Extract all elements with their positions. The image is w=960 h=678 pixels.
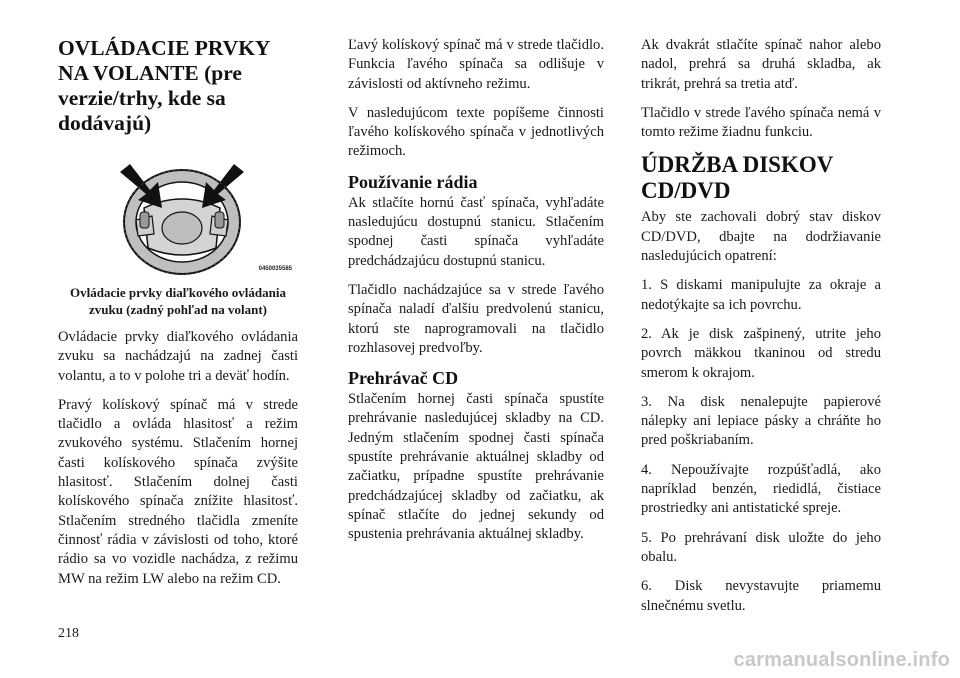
figure-code: 0450035585 [258,266,292,272]
steering-wheel-illustration [58,150,298,278]
subheading-radio: Používanie rádia [348,171,478,192]
paragraph: Tlačidlo nachádzajúce sa v strede ľavého spínača naladí ďalšiu predvolenú stanicu, ktorú ste naprogramovali na tlačidlo rozhlasovej predvoľby. [348,281,604,356]
list-item: 1. S diskami manipulujte za okraje a nedotýkajte sa ich povrchu. [641,277,881,313]
list-item: 2. Ak je disk zašpinený, utrite jeho povrch mäkkou tkaninou od stredu smerom k okrajom. [641,325,881,381]
subheading-cd-player: Prehrávač CD [348,368,459,389]
paragraph: Tlačidlo v strede ľavého spínača nemá v tomto režime žiadnu funkciu. [641,104,881,141]
figure-caption: Ovládacie prvky diaľkového ovládania zvuku (zadný pohľad na volant) [70,285,286,317]
page-number: 218 [58,626,79,641]
paragraph: V nasledujúcom texte popíšeme činnosti ľavého kolískového spínača v jednotlivých režimoch. [348,104,604,160]
paragraph: Ak stlačíte hornú časť spínača, vyhľadáte nasledujúcu dostupnú stanicu. Stlačením spodnej časti spínača vyhľadáte predchádzajúcu dostupnú stanicu. [348,194,604,269]
section-title-disc-care: ÚDRŽBA DISKOV CD/DVD [641,152,833,204]
list-item: 4. Nepoužívajte rozpúšťadlá, ako napríklad benzén, riedidlá, čistiace prostriedky ani antistatické spreje. [641,461,881,517]
paragraph: Ak dvakrát stlačíte spínač nahor alebo nadol, prehrá sa druhá skladba, ak trikrát, prehrá sa tretia atď. [641,37,881,92]
steering-wheel-figure [58,150,298,278]
watermark: carmanualsonline.info [733,649,950,671]
list-item: 5. Po prehrávaní disk uložte do jeho obalu. [641,529,881,565]
left-column [58,36,298,599]
section-title-steering-controls: OVLÁDACIE PRVKY NA VOLANTE (pre verzie/trhy, kde sa dodávajú) [58,36,270,135]
middle-column [348,36,604,555]
paragraph: Ľavý kolískový spínač má v strede tlačidlo. Funkcia ľavého spínača sa odlišuje v závislosti od aktívneho režimu. [348,37,604,92]
paragraph: Ovládacie prvky diaľkového ovládania zvuku sa nachádzajú na zadnej časti volantu, a to v polohe tri a deväť hodín. [58,329,298,384]
paragraph: Aby ste zachovali dobrý stav diskov CD/DVD, dbajte na dodržiavanie nasledujúcich opatrení: [641,209,881,265]
paragraph: Stlačením hornej časti spínača spustíte prehrávanie nasledujúcej skladby na CD. Jedným stlačením spodnej časti spínača spustíte prehrávanie aktuálnej skladby od začiatku, prípadne spustíte prehrávanie predchádzajúcej skladby od začiatku, ak spínač stlačíte do jednej sekundy od spustenia prehrávania aktuálnej skladby. [348,391,604,543]
right-column [641,36,881,626]
list-item: 6. Disk nevystavujte priamemu slnečnému svetlu. [641,578,881,614]
paragraph: Pravý kolískový spínač má v strede tlačidlo a ovláda hlasitosť a režim zvukového systému. Stlačením hornej časti kolískového spínača zvýšite hlasitosť. Stlačením dolnej časti kolískového spínača znížite hlasitosť. Stlačením stredného tlačidla zmeníte činnosť rádia v závislosti od toho, ktoré rádio sa vo vozidle nachádza, z režimu MW na režim LW alebo na režim CD. [58,396,298,587]
list-item: 3. Na disk nenalepujte papierové nálepky ani lepiace pásky a chráňte ho pred poškriabaním. [641,393,881,449]
